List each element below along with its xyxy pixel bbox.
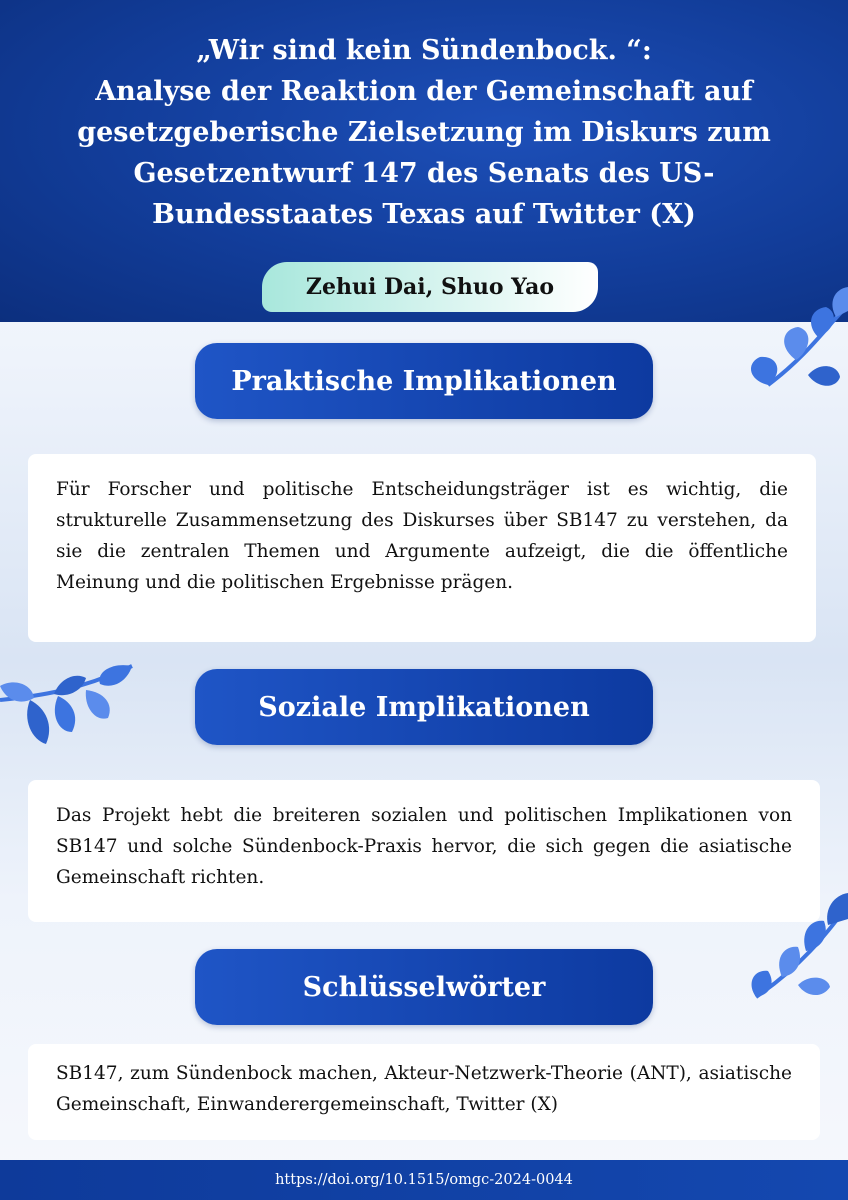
leaf-branch-icon	[0, 660, 135, 755]
doi-footer	[0, 1160, 848, 1200]
practical-implications-heading: Praktische Implikationen	[195, 343, 653, 419]
title-line: Bundesstaates Texas auf Twitter (X)	[152, 199, 696, 230]
title-line: gesetzgeberische Zielsetzung im Diskurs zum	[77, 117, 771, 148]
keywords-text: SB147, zum Sündenbock machen, Akteur-Netzwerk-Theorie (ANT), asiatische Gemeinschaft, Einwanderergemeinschaft, Twitter (X)	[28, 1044, 820, 1140]
title-line: Analyse der Reaktion der Gemeinschaft auf	[95, 76, 753, 107]
practical-implications-text: Für Forscher und politische Entscheidungsträger ist es wichtig, die strukturelle Zusammensetzung des Diskurses über SB147 zu verstehen, da sie die zentralen Themen und Argumente aufzeigt, die die öffentliche Meinung und die politischen Ergebnisse prägen.	[28, 454, 816, 642]
poster-title	[30, 30, 818, 235]
leaf-branch-icon	[748, 285, 848, 395]
social-implications-text: Das Projekt hebt die breiteren sozialen und politischen Implikationen von SB147 und solche Sündenbock-Praxis hervor, die sich gegen die asiatische Gemeinschaft richten.	[28, 780, 820, 922]
social-implications-heading: Soziale Implikationen	[195, 669, 653, 745]
keywords-heading: Schlüsselwörter	[195, 949, 653, 1025]
authors-badge: Zehui Dai, Shuo Yao	[262, 262, 598, 312]
title-line: Gesetzentwurf 147 des Senats des US-	[133, 158, 715, 189]
header-banner	[0, 0, 848, 322]
title-line: „Wir sind kein Sündenbock. “:	[196, 35, 652, 66]
doi-link[interactable]: https://doi.org/10.1515/omgc-2024-0044	[275, 1172, 573, 1188]
